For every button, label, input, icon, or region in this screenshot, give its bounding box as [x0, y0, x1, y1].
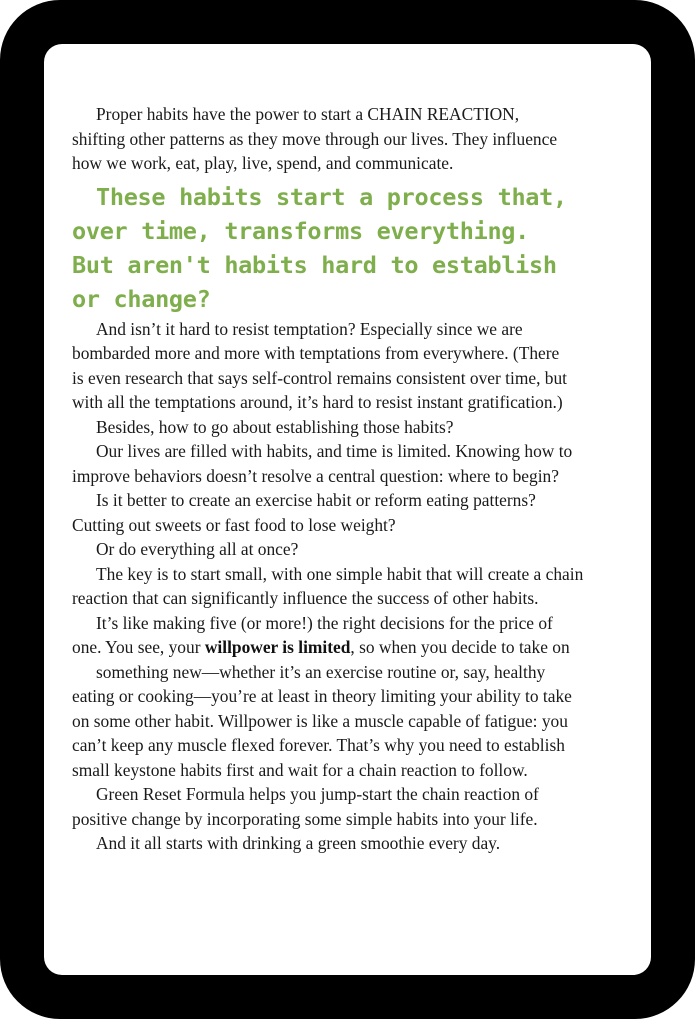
text-line: Proper habits have the power to start a CHAIN REACTION,: [96, 104, 520, 124]
paragraph: [72, 415, 647, 440]
paragraph: [72, 782, 647, 831]
paragraph: [72, 660, 647, 783]
text-run: one. You see, your: [72, 637, 205, 657]
paragraph: [72, 611, 647, 660]
text-line: positive change by incorporating some simple habits into your life.: [72, 808, 538, 829]
pull-quote-line: or change?: [72, 284, 211, 313]
text-line: shifting other patterns as they move through our lives. They influence: [72, 128, 558, 149]
book-page: [44, 44, 651, 975]
text-line: And it all starts with drinking a green smoothie every day.: [96, 833, 501, 853]
text-line: And isn’t it hard to resist temptation? Especially since we are: [96, 318, 523, 339]
text-line: is even research that says self-control remains consistent over time, but: [72, 367, 567, 388]
text-line: Or do everything all at once?: [96, 539, 299, 559]
text-line: Our lives are filled with habits, and time is limited. Knowing how to: [96, 441, 573, 461]
pull-quote-line: over time, transforms everything.: [72, 216, 529, 245]
text-line: Cutting out sweets or fast food to lose weight?: [72, 514, 396, 535]
paragraph: [72, 831, 647, 856]
text-run: , so when you decide to take on: [350, 637, 570, 657]
text-line: Besides, how to go about establishing those habits?: [96, 416, 454, 437]
pull-quote-line: These habits start a process that,: [96, 182, 567, 211]
page-content: [72, 102, 647, 856]
text-line: Green Reset Formula helps you jump-start the chain reaction of: [96, 784, 539, 804]
text-line: [72, 635, 647, 660]
text-line: reaction that can significantly influence the success of other habits.: [72, 588, 539, 608]
paragraph: [72, 439, 647, 488]
bold-emphasis: willpower is limited: [204, 637, 351, 657]
text-line: improve behaviors doesn’t resolve a central question: where to begin?: [72, 465, 559, 486]
paragraph: [72, 537, 647, 562]
text-line: eating or cooking—you’re at least in theory limiting your ability to take: [72, 686, 572, 706]
text-line: small keystone habits first and wait for a chain reaction to follow.: [72, 759, 528, 780]
text-line: bombarded more and more with temptations from everywhere. (There: [72, 343, 560, 363]
text-line: with all the temptations around, it’s hard to resist instant gratification.): [72, 392, 563, 412]
paragraph: [72, 317, 647, 415]
text-line: something new—whether it’s an exercise routine or, say, healthy: [96, 661, 546, 682]
paragraph: [72, 562, 647, 611]
text-line: It’s like making five (or more!) the right decisions for the price of: [96, 612, 553, 633]
pull-quote-line: But aren't habits hard to establish: [72, 250, 557, 279]
text-line: on some other habit. Willpower is like a muscle capable of fatigue: you: [72, 710, 568, 731]
paragraph: [72, 488, 647, 537]
pull-quote: [72, 180, 647, 316]
intro-paragraph: [72, 102, 647, 176]
text-line: Is it better to create an exercise habit or reform eating patterns?: [96, 490, 536, 510]
text-line: The key is to start small, with one simple habit that will create a chain: [96, 563, 584, 584]
text-line: how we work, eat, play, live, spend, and communicate.: [72, 153, 454, 173]
text-line: can’t keep any muscle flexed forever. That’s why you need to establish: [72, 735, 565, 755]
